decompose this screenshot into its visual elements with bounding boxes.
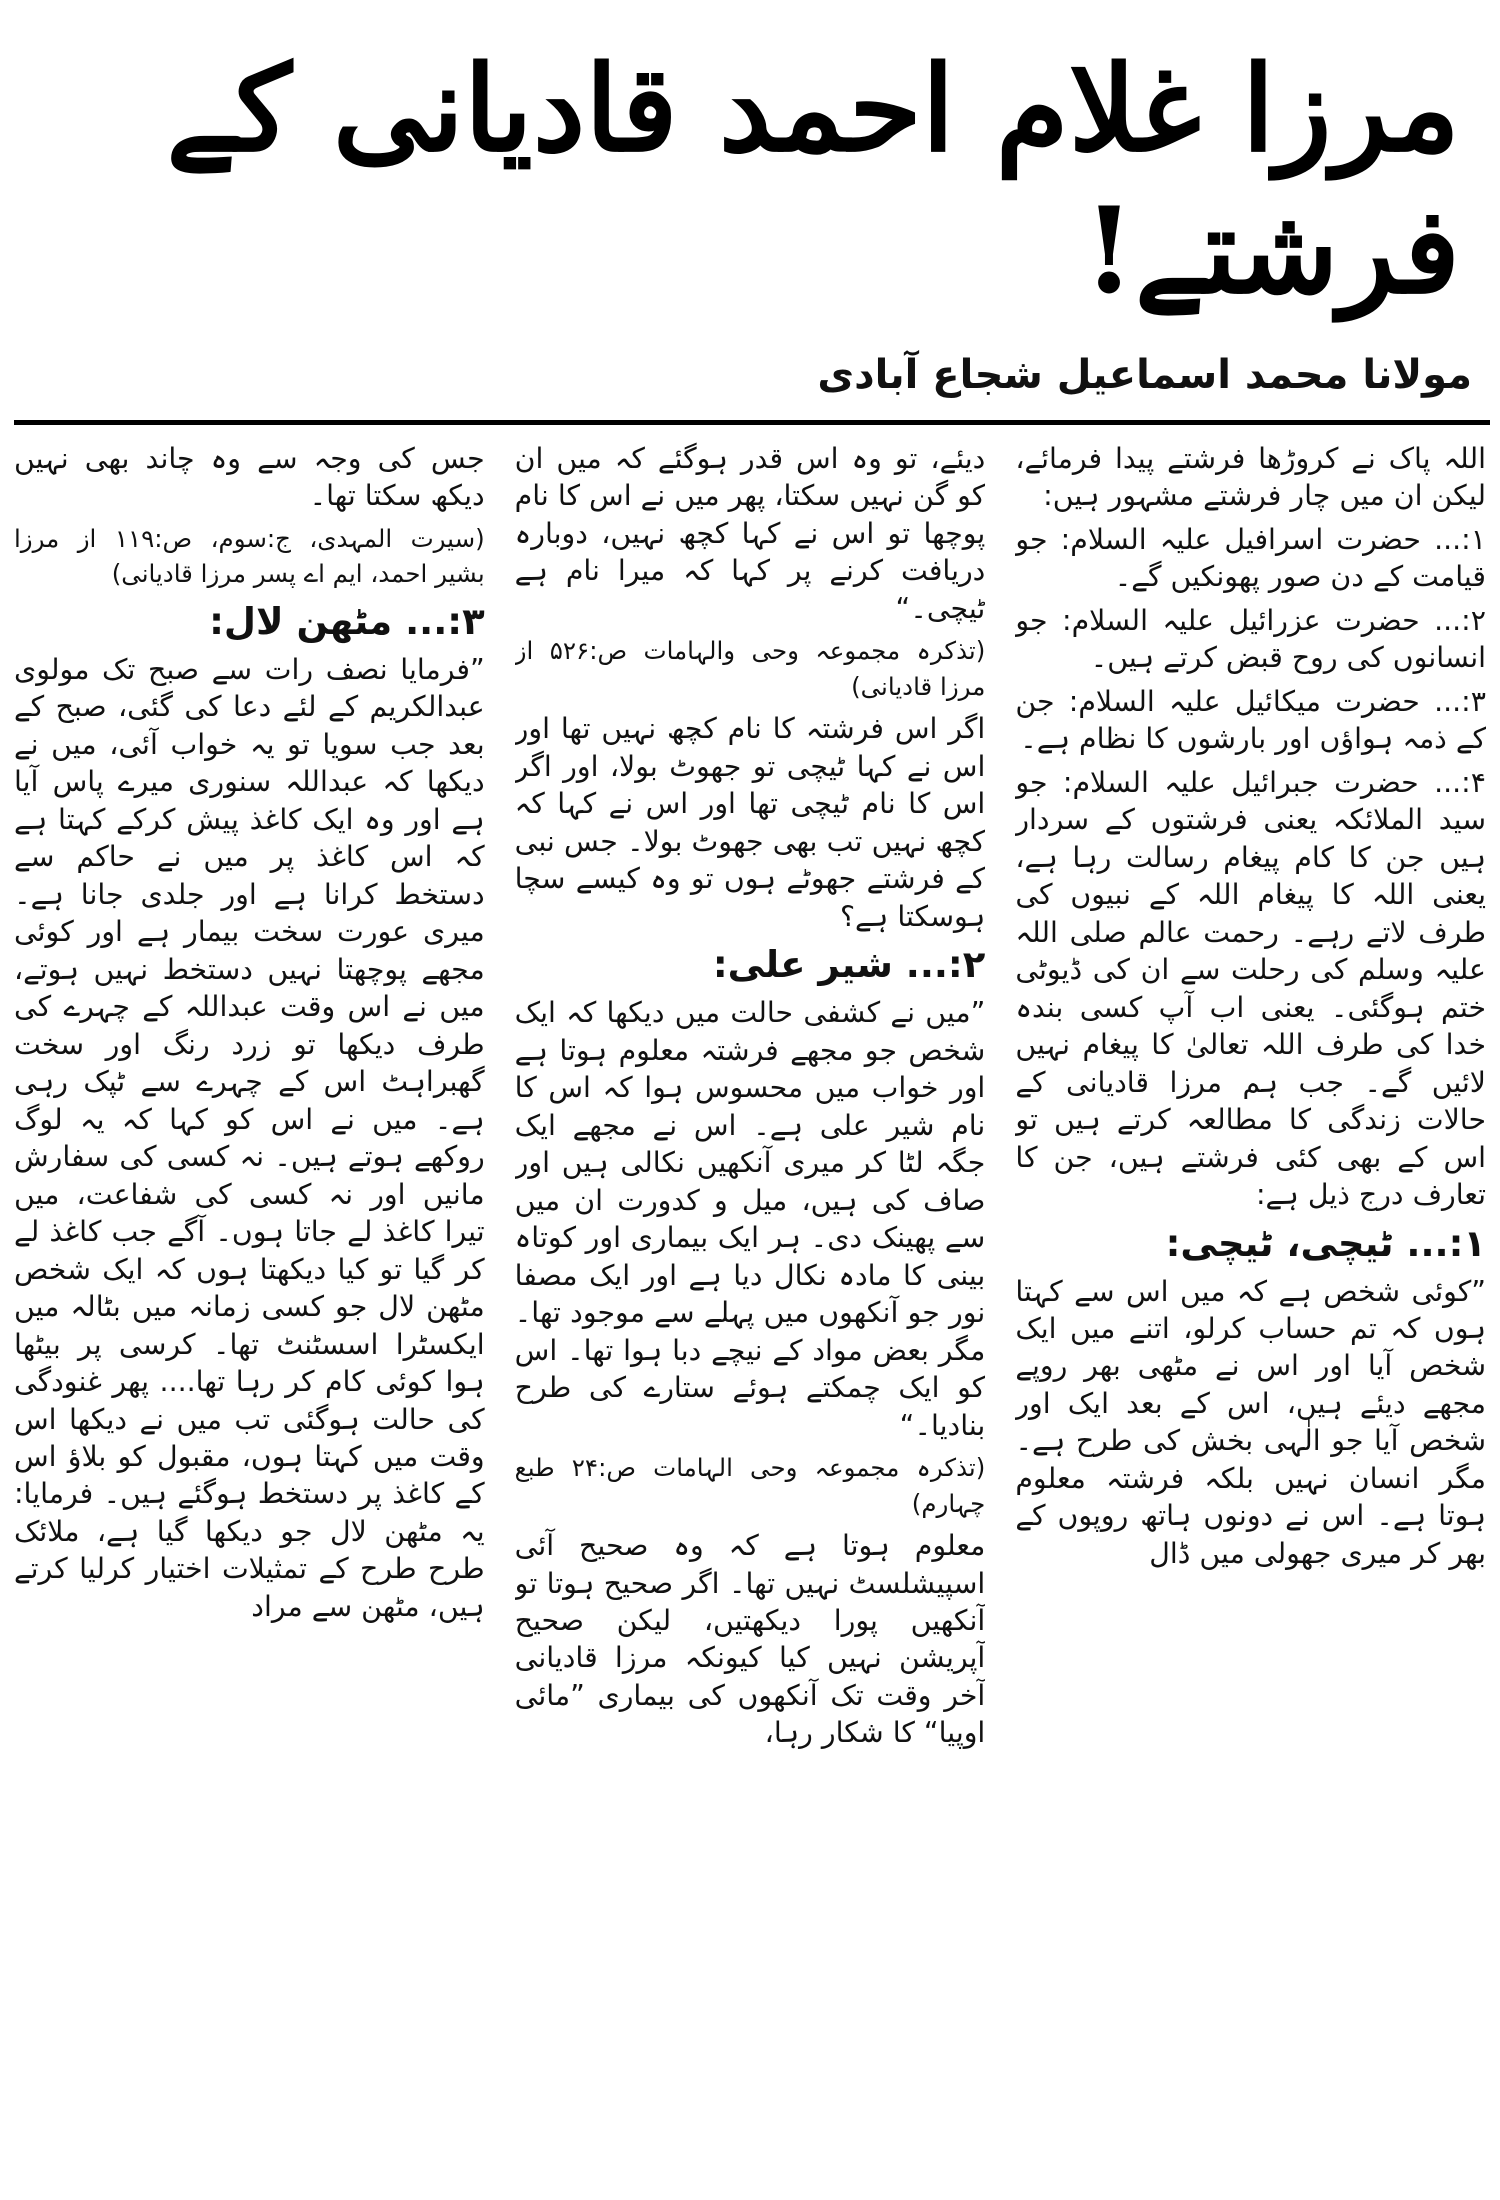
- author-byline: مولانا محمد اسماعیل شجاع آبادی: [817, 352, 1472, 398]
- paragraph: جس کی وجہ سے وہ چاند بھی نہیں دیکھ سکتا تھا۔: [13, 442, 485, 513]
- section-heading: ۱:... ٹیچی، ٹیچی:: [1165, 1221, 1486, 1265]
- paragraph: اگر اس فرشتہ کا نام کچھ نہیں تھا اور اس نے کہا ٹیچی تو جھوٹ بولا، اور اگر اس کا نام ٹیچی تھا اور اس نے کہا کہ کچھ نہیں تب بھی جھوٹ بولا۔ جس نبی کے فرشتے جھوٹے ہوں تو وہ کیسے سچا ہوسکتا ہے؟: [514, 712, 986, 933]
- column-middle: [515, 440, 986, 2184]
- citation: (تذکرہ مجموعہ وحی والہامات ص:۵۲۶ از مرزا قادیانی): [514, 636, 986, 701]
- column-left: [14, 440, 485, 2184]
- section-heading: ۲:... شیر علی:: [712, 943, 986, 987]
- article-columns: [14, 440, 1486, 2184]
- paragraph: ”میں نے کشفی حالت میں دیکھا کہ ایک شخص جو مجھے فرشتہ معلوم ہوتا ہے اور خواب میں محسوس ہوا کہ اس کا نام شیر علی ہے۔ اس نے مجھے ایک جگہ لٹا کر میری آنکھیں نکالی ہیں اور صاف کی ہیں، میل و کدورت ان میں سے پھینک دی۔ ہر ایک بیماری اور کوتاہ بینی کا مادہ نکال دیا ہے اور ایک مصفا نور جو آنکھوں میں پہلے سے موجود تھا۔ مگر بعض مواد کے نیچے دبا ہوا تھا۔ اس کو ایک چمکتے ہوئے ستارے کی طرح بنادیا۔“: [514, 996, 986, 1442]
- section-heading: ۳:... مٹھن لال:: [209, 600, 485, 643]
- paragraph: ”کوئی شخص ہے کہ میں اس سے کہتا ہوں کہ تم حساب کرلو، اتنے میں ایک شخص آیا اور اس نے مٹھی بھر روپے مجھے دیئے ہیں، اس کے بعد ایک اور شخص آیا جو الٰہی بخش کی طرح ہے۔ مگر انسان نہیں بلکہ فرشتہ معلوم ہوتا ہے۔ اس نے دونوں ہاتھ روپوں کے بھر کر میری جھولی میں ڈال: [1015, 1274, 1486, 1570]
- citation: (سیرت المہدی، ج:سوم، ص:۱۱۹ از مرزا بشیر احمد، ایم اے پسر مرزا قادیانی): [13, 523, 485, 589]
- header-rule: [14, 420, 1490, 425]
- column-right: [1015, 440, 1486, 2184]
- paragraph: ۲:... حضرت عزرائیل علیہ السلام: جو انسانوں کی روح قبض کرتے ہیں۔: [1015, 603, 1486, 675]
- paragraph: ۴:... حضرت جبرائیل علیہ السلام: جو سید الملائکہ یعنی فرشتوں کے سردار ہیں جن کا کام پیغام رسالت رہا ہے، یعنی اللہ کا پیغام اللہ کے نبیوں کی طرف لاتے رہے۔ رحمت عالم صلی اللہ علیہ وسلم کی رحلت سے ان کی ڈیوٹی ختم ہوگئی۔ یعنی اب آپ کسی بندہ خدا کی طرف اللہ تعالیٰ کا پیغام نہیں لائیں گے۔ جب ہم مرزا قادیانی کے حالات زندگی کا مطالعہ کرتے ہیں تو اس کے بھی کئی فرشتے ہیں، جن کا تعارف درج ذیل ہے:: [1015, 765, 1486, 1212]
- paragraph: اللہ پاک نے کروڑھا فرشتے پیدا فرمائے، لیکن ان میں چار فرشتے مشہور ہیں:: [1015, 442, 1486, 513]
- citation: (تذکرہ مجموعہ وحی الہامات ص:۲۴ طبع چہارم): [514, 1453, 986, 1518]
- paragraph: معلوم ہوتا ہے کہ وہ صحیح آئی اسپیشلسٹ نہیں تھا۔ اگر صحیح ہوتا تو آنکھیں پورا دیکھتیں، لیکن صحیح آپریشن نہیں کیا کیونکہ مرزا قادیانی آخر وقت تک آنکھوں کی بیماری ”مائی اوپیا“ کا شکار رہا،: [514, 1529, 986, 1750]
- paragraph: ۳:... حضرت میکائیل علیہ السلام: جن کے ذمہ ہواؤں اور بارشوں کا نظام ہے۔: [1015, 684, 1486, 756]
- paragraph: ”فرمایا نصف رات سے صبح تک مولوی عبدالکریم کے لئے دعا کی گئی، صبح کے بعد جب سویا تو یہ خواب آئی، میں نے دیکھا کہ عبداللہ سنوری میرے پاس آیا ہے اور وہ ایک کاغذ پیش کرکے کہتا ہے کہ اس کاغذ پر میں نے حاکم سے دستخط کرانا ہے اور جلدی جانا ہے۔ میری عورت سخت بیمار ہے اور کوئی مجھے پوچھتا نہیں دستخط نہیں ہوتے، میں نے اس وقت عبداللہ کے چہرے کی طرف دیکھا تو زرد رنگ اور سخت گھبراہٹ اس کے چہرے سے ٹپک رہی ہے۔ میں نے اس کو کہا کہ یہ لوگ روکھے ہوتے ہیں۔ نہ کسی کی سفارش مانیں اور نہ کسی کی شفاعت، میں تیرا کاغذ لے جاتا ہوں۔ آگے جب کاغذ لے کر گیا تو کیا دیکھتا ہوں کہ ایک شخص مٹھن لال جو کسی زمانہ میں بٹالہ میں ایکسٹرا اسسٹنٹ تھا۔ کرسی پر بیٹھا ہوا کوئی کام کر رہا تھا.... پھر غنودگی کی حالت ہوگئی تب میں نے دیکھا اس وقت میں کہتا ہوں، مقبول کو بلاؤ اس کے کاغذ پر دستخط ہوگئے ہیں۔ فرمایا: یہ مٹھن لال جو دیکھا گیا ہے، ملائک طرح طرح کے تمثیلات اختیار کرلیا کرتے ہیں، مٹھن سے مراد: [13, 652, 485, 1623]
- paragraph: دیئے، تو وہ اس قدر ہوگئے کہ میں ان کو گن نہیں سکتا، پھر میں نے اس کا نام پوچھا تو اس نے کہا کچھ نہیں، دوبارہ دریافت کرنے پر کہا کہ میرا نام ہے ٹیچی۔“: [514, 442, 986, 625]
- article-title: مرزا غلام احمد قادیانی کے فرشتے!: [166, 39, 1460, 320]
- paragraph: ۱:... حضرت اسرافیل علیہ السلام: جو قیامت کے دن صور پھونکیں گے۔: [1015, 522, 1486, 594]
